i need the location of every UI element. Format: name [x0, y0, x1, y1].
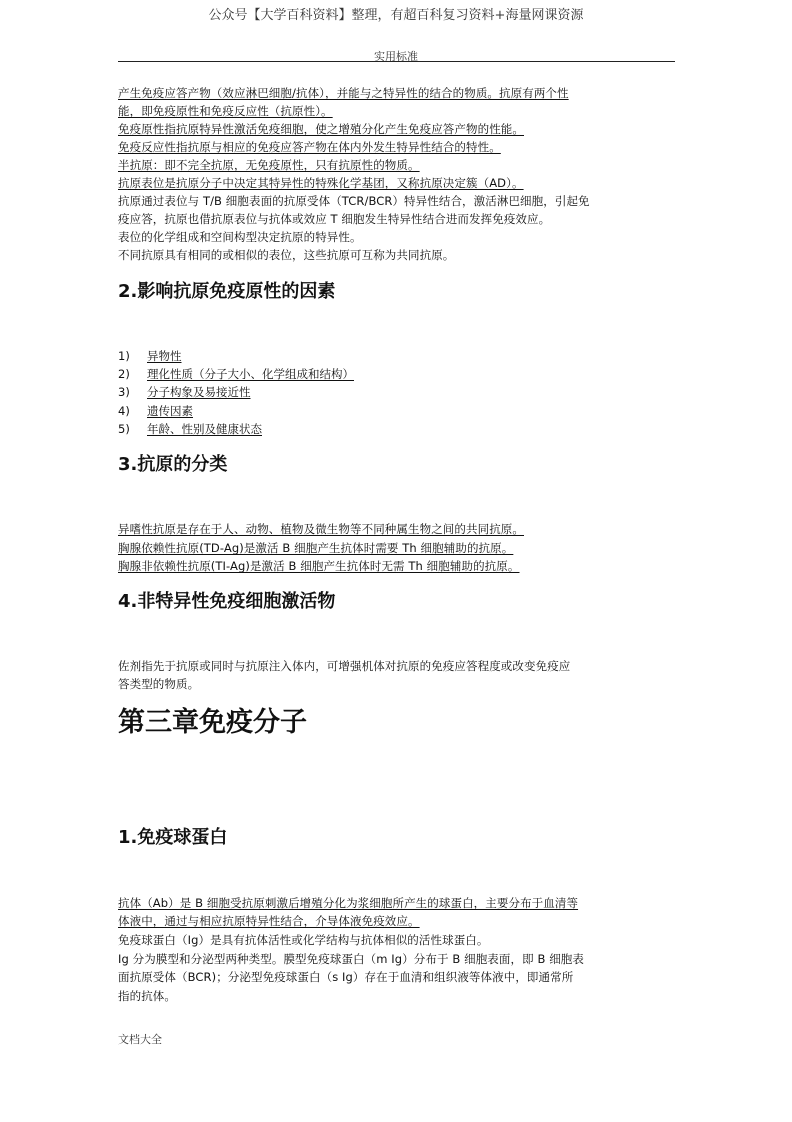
- text-line: 疫应答，抗原也借抗原表位与抗体或效应 T 细胞发生特异性结合进而发挥免疫效应。: [118, 212, 551, 226]
- list-item: 理化性质（分子大小、化学组成和结构）: [147, 367, 354, 381]
- text-line: 面抗原受体（BCR)；分泌型免疫球蛋白（s Ig）存在于血清和组织液等体液中，即通常所: [118, 970, 574, 984]
- text-line: 能，即免疫原性和免疫反应性（抗原性）。: [118, 104, 333, 118]
- chapter-title: 第三章免疫分子: [118, 707, 307, 738]
- list-number: 5): [118, 422, 130, 436]
- text-line: 胸腺非依赖性抗原(TI-Ag)是激活 B 细胞产生抗体时无需 Th 细胞辅助的抗原。: [118, 559, 520, 573]
- text-line: 体液中，通过与相应抗原特异性结合，介导体液免疫效应。: [118, 914, 420, 928]
- text-line: 答类型的物质。: [118, 677, 200, 691]
- list-number: 3): [118, 385, 130, 399]
- text-line: 不同抗原具有相同的或相似的表位，这些抗原可互称为共同抗原。: [118, 248, 455, 262]
- list-number: 2): [118, 367, 130, 381]
- text-line: 产生免疫应答产物（效应淋巴细胞/抗体），并能与之特异性的结合的物质。抗原有两个性: [118, 86, 569, 100]
- text-line: Ig 分为膜型和分泌型两种类型。膜型免疫球蛋白（m Ig）分布于 B 细胞表面，即 B 细胞表: [118, 952, 584, 966]
- list-number: 4): [118, 404, 130, 418]
- page-header: 实用标准: [374, 50, 418, 63]
- text-line: 抗体（Ab）是 B 细胞受抗原刺激后增殖分化为浆细胞所产生的球蛋白，主要分布于血清等: [118, 896, 579, 910]
- text-line: 佐剂指先于抗原或同时与抗原注入体内，可增强机体对抗原的免疫应答程度或改变免疫应: [118, 659, 571, 673]
- text-line: 抗原通过表位与 T/B 细胞表面的抗原受体（TCR/BCR）特异性结合，激活淋巴细胞，引起免: [118, 194, 590, 208]
- list-item: 年龄、性别及健康状态: [147, 422, 262, 436]
- text-line: 胸腺依赖性抗原(TD-Ag)是激活 B 细胞产生抗体时需要 Th 细胞辅助的抗原。: [118, 541, 514, 555]
- header-divider: [118, 61, 675, 62]
- section-heading: 4.非特异性免疫细胞激活物: [118, 591, 336, 612]
- text-line: 半抗原：即不完全抗原，无免疫原性，只有抗原性的物质。: [118, 158, 420, 172]
- section-heading: 2.影响抗原免疫原性的因素: [118, 281, 336, 302]
- list-item: 遗传因素: [147, 404, 193, 418]
- text-line: 表位的化学组成和空间构型决定抗原的特异性。: [118, 230, 362, 244]
- text-line: 免疫球蛋白（Ig）是具有抗体活性或化学结构与抗体相似的活性球蛋白。: [118, 933, 489, 947]
- text-line: 免疫原性指抗原特异性激活免疫细胞，使之增殖分化产生免疫应答产物的性能。: [118, 122, 524, 136]
- watermark-text: 公众号【大学百科资料】整理，有超百科复习资料+海量网课资源: [208, 8, 584, 23]
- section-heading: 3.抗原的分类: [118, 454, 228, 475]
- list-item: 分子构象及易接近性: [147, 385, 251, 399]
- list-item: 异物性: [147, 349, 182, 363]
- list-number: 1): [118, 349, 130, 363]
- page-footer: 文档大全: [118, 1033, 162, 1046]
- text-line: 指的抗体。: [118, 989, 176, 1003]
- text-line: 抗原表位是抗原分子中决定其特异性的特殊化学基团，又称抗原决定簇（AD）。: [118, 176, 524, 190]
- text-line: 免疫反应性指抗原与相应的免疫应答产物在体内外发生特异性结合的特性。: [118, 140, 501, 154]
- text-line: 异嗜性抗原是存在于人、动物、植物及微生物等不同种属生物之间的共同抗原。: [118, 522, 524, 536]
- section-heading: 1.免疫球蛋白: [118, 827, 228, 848]
